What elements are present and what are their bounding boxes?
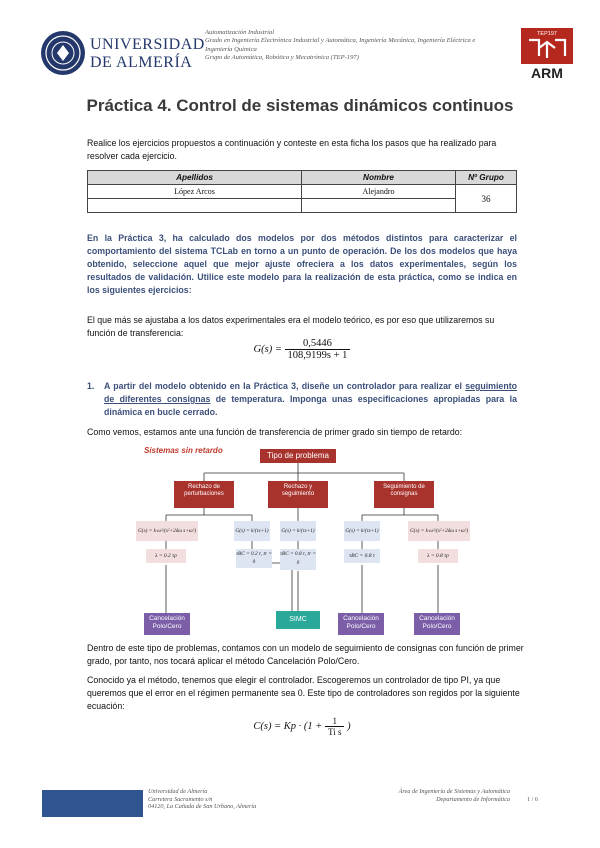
header-info-line: Ingeniería Química: [205, 45, 257, 53]
university-name-line1: UNIVERSIDAD: [90, 36, 205, 53]
diagram-leaf-cancel-2: Cancelación Polo/Cero: [338, 613, 384, 635]
diagram-leaf-simc: SIMC: [276, 611, 320, 629]
diagram-tf-first-left: G(s) = k/(τs+1): [234, 521, 270, 541]
diagram-root: Tipo de problema: [260, 449, 336, 463]
formula-transfer-denominator: 108,9199s + 1: [287, 350, 348, 361]
exercise-statement: En la Práctica 3, ha calculado dos modelos por dos métodos distintos para caracterizar el comportamiento del sistema TCLab en torno a un punto de operación. De los dos modelos que haya obtenido, seleccione aquel que mejor ajuste ofreciera a los datos experimentales, según los resultados de validación. Utilice este modelo para la realización de esta práctica, como se indica en los siguientes ejercicios:: [87, 233, 517, 295]
diagram-branch-rechazo: Rechazo de perturbaciones: [174, 481, 234, 508]
formula-controller-rhs: ): [347, 720, 351, 732]
col-apellidos: Apellidos: [88, 171, 302, 185]
exercise-text: [104, 380, 517, 419]
header-info-line: Grado en Ingeniería Electrónica Industrial y Automática, Ingeniería Mecánica, Ingeniería Eléctrica e: [205, 37, 476, 45]
footer-address-line: Universidad de Almería: [148, 788, 208, 795]
diagram-spec-lambda-left: λ = 0.2 τp: [146, 549, 186, 563]
footer-address-line: 04120, La Cañada de San Urbano, Almería: [148, 803, 257, 811]
answer-first-order: Como vemos, estamos ante una función de transferencia de primer grado sin tiempo de retardo:: [87, 427, 463, 437]
answer-controller: Conocido ya el método, tenemos que elegir el controlador. Escogeremos un controlador de tipo PI, ya que queremos que el error en el régimen permanente sea 0. Este tipo de controladores son regidos por la siguiente ecuación:: [87, 675, 520, 711]
cell-grupo: 36: [456, 185, 517, 213]
arm-logo-text: ARM: [531, 65, 563, 80]
header-info-line: Grupo de Automática, Robótica y Mecatrónica (TEP-197): [205, 53, 359, 61]
footer-department: [330, 788, 510, 803]
exercise-text-b: de temperatura. Imponga unas especificaciones apropiadas para la dinámica en bucle cerrado.: [104, 394, 517, 417]
diagram-tf-second-right: G(s) = k·ω²/(s²+2δω s+ω²): [408, 521, 470, 541]
diagram-tf-first-right: G(s) = k/(τs+1): [344, 521, 380, 541]
intro-text: Realice los ejercicios propuestos a continuación y conteste en esta ficha los pasos que ha realizado para resolver cada ejercicio.: [87, 138, 497, 161]
university-seal-icon: [40, 30, 86, 76]
diagram-branch-seguimiento: Seguimiento de consignas: [374, 481, 434, 508]
formula-controller-lhs: C(s) = Kp · (1 +: [253, 720, 323, 732]
header-info: [205, 29, 505, 62]
footer-department-line: Departamento de Informática: [436, 795, 510, 803]
diagram-title: Sistemas sin retardo: [144, 446, 223, 455]
university-logo: [40, 30, 205, 80]
exercise-link: seguimiento de diferentes consignas: [104, 381, 517, 404]
footer-department-line: Área de Ingeniería de Sistemas y Automática: [398, 788, 510, 795]
formula-controller: [87, 716, 517, 737]
diagram-leaf-cancel-3: Cancelación Polo/Cero: [414, 613, 460, 635]
exercise-number: 1.: [87, 381, 95, 391]
diagram-spec-mid: τBC = 0.8 τ, tr = 0: [280, 549, 316, 570]
footer-address-line: Carretera Sacramento s/n: [148, 795, 213, 803]
diagram-spec-right: τBC = 0.8 τ: [344, 549, 380, 563]
cell-empty: [88, 199, 302, 213]
answer-method: Dentro de este tipo de problemas, contamos con un modelo de seguimiento de consignas con función de primer grado, por tanto, nos tocará aplicar el método Cancelación Polo/Cero.: [87, 643, 524, 666]
diagram-branch-mixto: Rechazo y seguimiento: [268, 481, 328, 508]
exercise-text-a: A partir del modelo obtenido en la Práctica 3, diseñe un controlador para realizar el: [104, 381, 466, 391]
formula-transfer-numerator: 0,5446: [285, 338, 351, 350]
cell-nombre: Alejandro: [302, 185, 456, 199]
arm-logo-top-text: TEP197: [537, 31, 557, 37]
arm-logo: [521, 28, 573, 80]
footer-address: [148, 788, 348, 811]
university-name-line2: DE ALMERÍA: [90, 54, 193, 71]
method-diagram: [137, 445, 472, 635]
page-number: 1 / 6: [527, 796, 539, 803]
diagram-leaf-cancel-1: Cancelación Polo/Cero: [144, 613, 190, 635]
page-title: Práctica 4. Control de sistemas dinámicos continuos: [86, 96, 514, 115]
diagram-tf-first-mid: G(s) = k/(τs+1): [280, 521, 316, 541]
cell-apellidos: López Arcos: [88, 185, 302, 199]
diagram-tf-second-left: G(s) = k·ω²/(s²+2δω s+ω²): [136, 521, 198, 541]
arm-robot-icon: [521, 28, 573, 80]
diagram-spec-lambda-right: λ = 0.8 τp: [418, 549, 458, 563]
formula-controller-fraction: [325, 716, 344, 737]
formula-transfer-fraction: [285, 338, 351, 361]
header-info-line: Automatización Industrial: [205, 29, 275, 36]
answer-model: El que más se ajustaba a los datos experimentales era el modelo teórico, es por eso que utilizaremos su función de transferencia:: [87, 315, 495, 338]
cell-empty: [302, 199, 456, 213]
col-grupo: Nº Grupo: [456, 171, 517, 185]
formula-transfer: [87, 338, 517, 361]
col-nombre: Nombre: [302, 171, 456, 185]
footer-bar: [42, 790, 143, 817]
diagram-spec-left: τBC = 0.2 τ, tr = 0: [236, 549, 272, 568]
student-table: [87, 170, 517, 213]
formula-controller-numerator: 1: [325, 716, 344, 727]
formula-transfer-lhs: G(s) =: [253, 343, 282, 355]
formula-controller-denominator: Ti s: [328, 727, 342, 737]
